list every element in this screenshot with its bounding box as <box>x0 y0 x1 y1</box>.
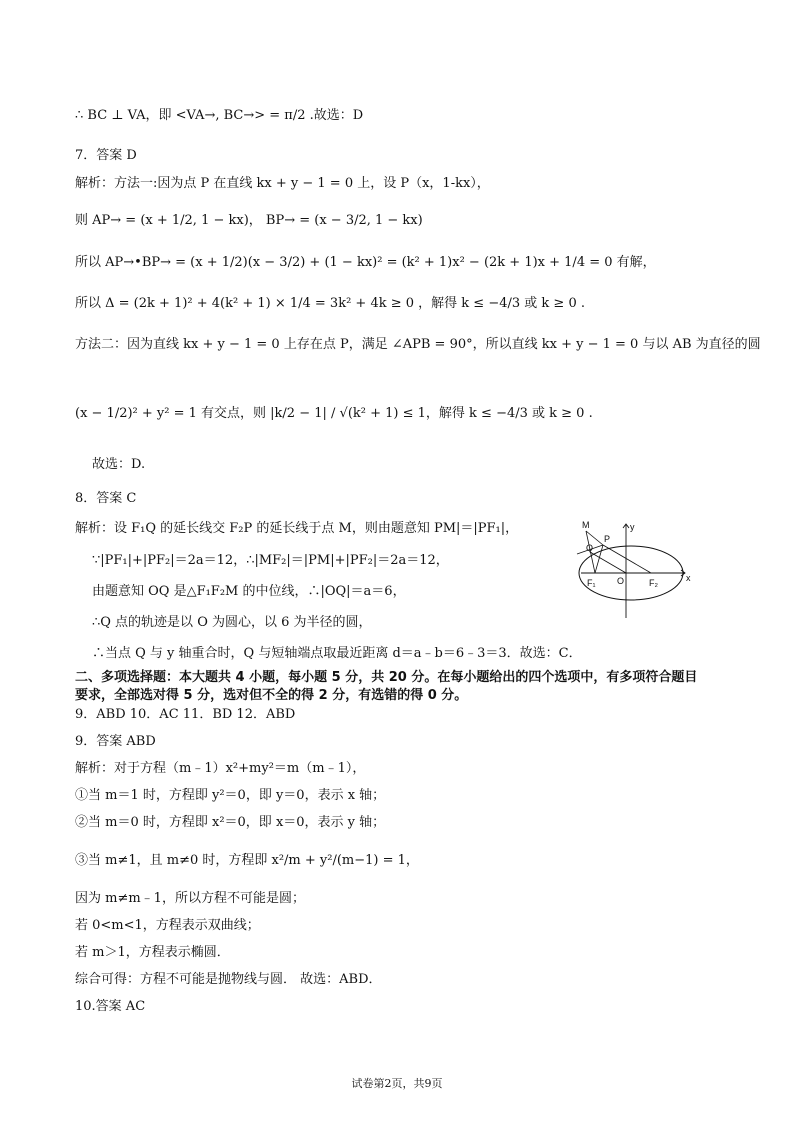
label-f1: F₁ <box>587 578 596 588</box>
text-line: 故选：D. <box>92 457 146 472</box>
text-line: 若 m＞1，方程表示椭圆． <box>75 945 230 960</box>
answer-heading: 10.答案 AC <box>75 999 146 1014</box>
answer-heading: 9．答案 ABD <box>75 734 156 749</box>
section-heading: 要求，全部选对得 5 分，选对但不全的得 2 分，有选错的得 0 分。 <box>75 688 468 703</box>
text-line: ∴ BC ⊥ VA，即 <VA→, BC→> = π/2 .故选：D <box>75 108 364 123</box>
text-line: 由题意知 OQ 是△F₁F₂M 的中位线，∴|OQ|＝a＝6， <box>92 584 406 599</box>
section-heading: 二、多项选择题：本大题共 4 小题，每小题 5 分，共 20 分。在每小题给出的四个选项中，有多项符合题目 <box>75 670 698 685</box>
label-q: Q <box>586 543 594 553</box>
math-line: ③当 m≠1，且 m≠0 时，方程即 x²/m + y²/(m−1) = 1， <box>75 853 419 868</box>
math-line: 所以 Δ = (2k + 1)² + 4(k² + 1) × 1/4 = 3k² + 4k ≥ 0 ，解得 k ≤ −4/3 或 k ≥ 0 . <box>75 296 585 311</box>
math-line: 则 AP→ = (x + 1/2, 1 − kx)， BP→ = (x − 3/2, 1 − kx) <box>75 213 423 228</box>
text-line: 解析：设 F₁Q 的延长线交 F₂P 的延长线于点 M，则由题意知 PM|＝|PF₁|， <box>75 521 519 536</box>
text-line: 方法二：因为直线 kx + y − 1 = 0 上存在点 P，满足 ∠APB = 90°，所以直线 kx + y − 1 = 0 与以 AB 为直径的圆 <box>75 337 761 352</box>
text-line: 若 0<m<1，方程表示双曲线； <box>75 918 260 933</box>
answer-heading: 8．答案 C <box>75 491 137 506</box>
text-line: 解析：对于方程（m﹣1）x²+my²＝m（m﹣1）， <box>75 761 366 776</box>
label-p: P <box>604 534 611 544</box>
math-line: (x − 1/2)² + y² = 1 有交点，则 |k/2 − 1| / √(k² + 1) ≤ 1，解得 k ≤ −4/3 或 k ≥ 0 . <box>75 406 593 421</box>
answer-heading: 7．答案 D <box>75 148 137 163</box>
text-line: ②当 m＝0 时，方程即 x²＝0，即 x＝0，表示 y 轴； <box>75 815 386 830</box>
label-x: x <box>686 573 691 583</box>
label-o: O <box>617 576 625 586</box>
text-line: ∴当点 Q 与 y 轴重合时，Q 与短轴端点取最近距离 d＝a﹣b＝6﹣3＝3．故选：C． <box>92 646 582 661</box>
text-line: ∴Q 点的轨迹是以 O 为圆心，以 6 为半径的圆， <box>92 615 372 630</box>
text-line: 综合可得：方程不可能是抛物线与圆． 故选：ABD． <box>75 972 382 987</box>
label-f2: F₂ <box>649 578 658 588</box>
math-line: 所以 AP→•BP→ = (x + 1/2)(x − 3/2) + (1 − kx)² = (k² + 1)x² − (2k + 1)x + 1/4 = 0 有解， <box>75 255 656 270</box>
text-line: 解析：方法一:因为点 P 在直线 kx + y − 1 = 0 上，设 P（x，1-kx）， <box>75 176 490 191</box>
segment-pf2 <box>603 545 651 573</box>
text-line: 因为 m≠m﹣1，所以方程不可能是圆； <box>75 891 305 906</box>
label-m: M <box>582 520 590 530</box>
page-footer: 试卷第2页，共9页 <box>351 1077 443 1090</box>
text-line: ①当 m＝1 时，方程即 y²＝0，即 y＝0，表示 x 轴； <box>75 788 386 803</box>
answer-summary: 9．ABD 10．AC 11．BD 12．ABD <box>75 707 296 722</box>
text-line: ∵|PF₁|+|PF₂|＝2a＝12，∴|MF₂|＝|PM|+|PF₂|＝2a＝12， <box>92 553 449 568</box>
ellipse-figure <box>573 518 703 628</box>
label-y: y <box>630 522 635 532</box>
